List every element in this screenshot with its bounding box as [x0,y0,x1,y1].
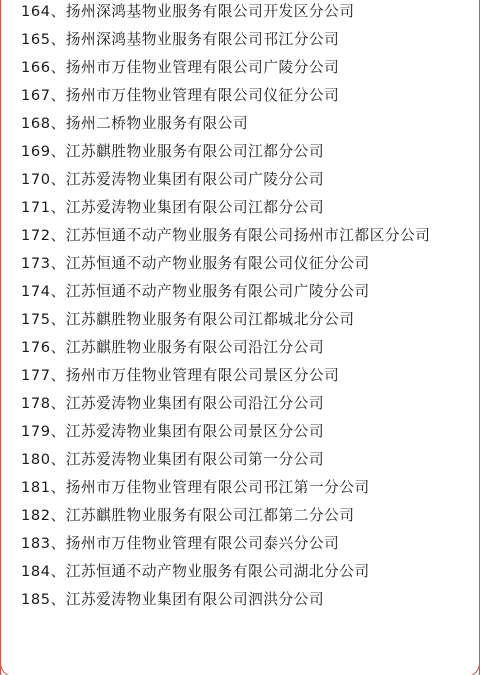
list-item: 169、江苏麒胜物业服务有限公司江都分公司 [21,143,325,160]
list-item: 168、扬州二桥物业服务有限公司 [21,115,249,132]
list-item: 182、江苏麒胜物业服务有限公司江都第二分公司 [21,507,355,524]
list-item: 178、江苏爱涛物业集团有限公司沿江分公司 [21,395,325,412]
list-item: 166、扬州市万佳物业管理有限公司广陵分公司 [21,59,340,76]
list-item: 177、扬州市万佳物业管理有限公司景区分公司 [21,367,340,384]
frame-corner-right [461,658,480,675]
list-item: 181、扬州市万佳物业管理有限公司邗江第一分公司 [21,479,370,496]
list-item: 184、江苏恒通不动产物业服务有限公司湖北分公司 [21,563,370,580]
list-item: 170、江苏爱涛物业集团有限公司广陵分公司 [21,171,325,188]
list-item: 167、扬州市万佳物业管理有限公司仪征分公司 [21,87,340,104]
list-item: 185、江苏爱涛物业集团有限公司泗洪分公司 [21,591,325,608]
list-item: 179、江苏爱涛物业集团有限公司景区分公司 [21,423,325,440]
list-item: 171、江苏爱涛物业集团有限公司江都分公司 [21,199,325,216]
list-item: 172、江苏恒通不动产物业服务有限公司扬州市江都区分公司 [21,227,431,244]
list-item: 174、江苏恒通不动产物业服务有限公司广陵分公司 [21,283,370,300]
list-item: 175、江苏麒胜物业服务有限公司江都城北分公司 [21,311,355,328]
list-item: 173、江苏恒通不动产物业服务有限公司仪征分公司 [21,255,370,272]
list-item: 183、扬州市万佳物业管理有限公司泰兴分公司 [21,535,340,552]
company-list [21,0,461,614]
list-item: 180、江苏爱涛物业集团有限公司第一分公司 [21,451,325,468]
list-item: 176、江苏麒胜物业服务有限公司沿江分公司 [21,339,325,356]
frame-corner-left [0,658,19,675]
list-item: 165、扬州深鸿基物业服务有限公司邗江分公司 [21,31,340,48]
list-item: 164、扬州深鸿基物业服务有限公司开发区分公司 [21,3,355,20]
